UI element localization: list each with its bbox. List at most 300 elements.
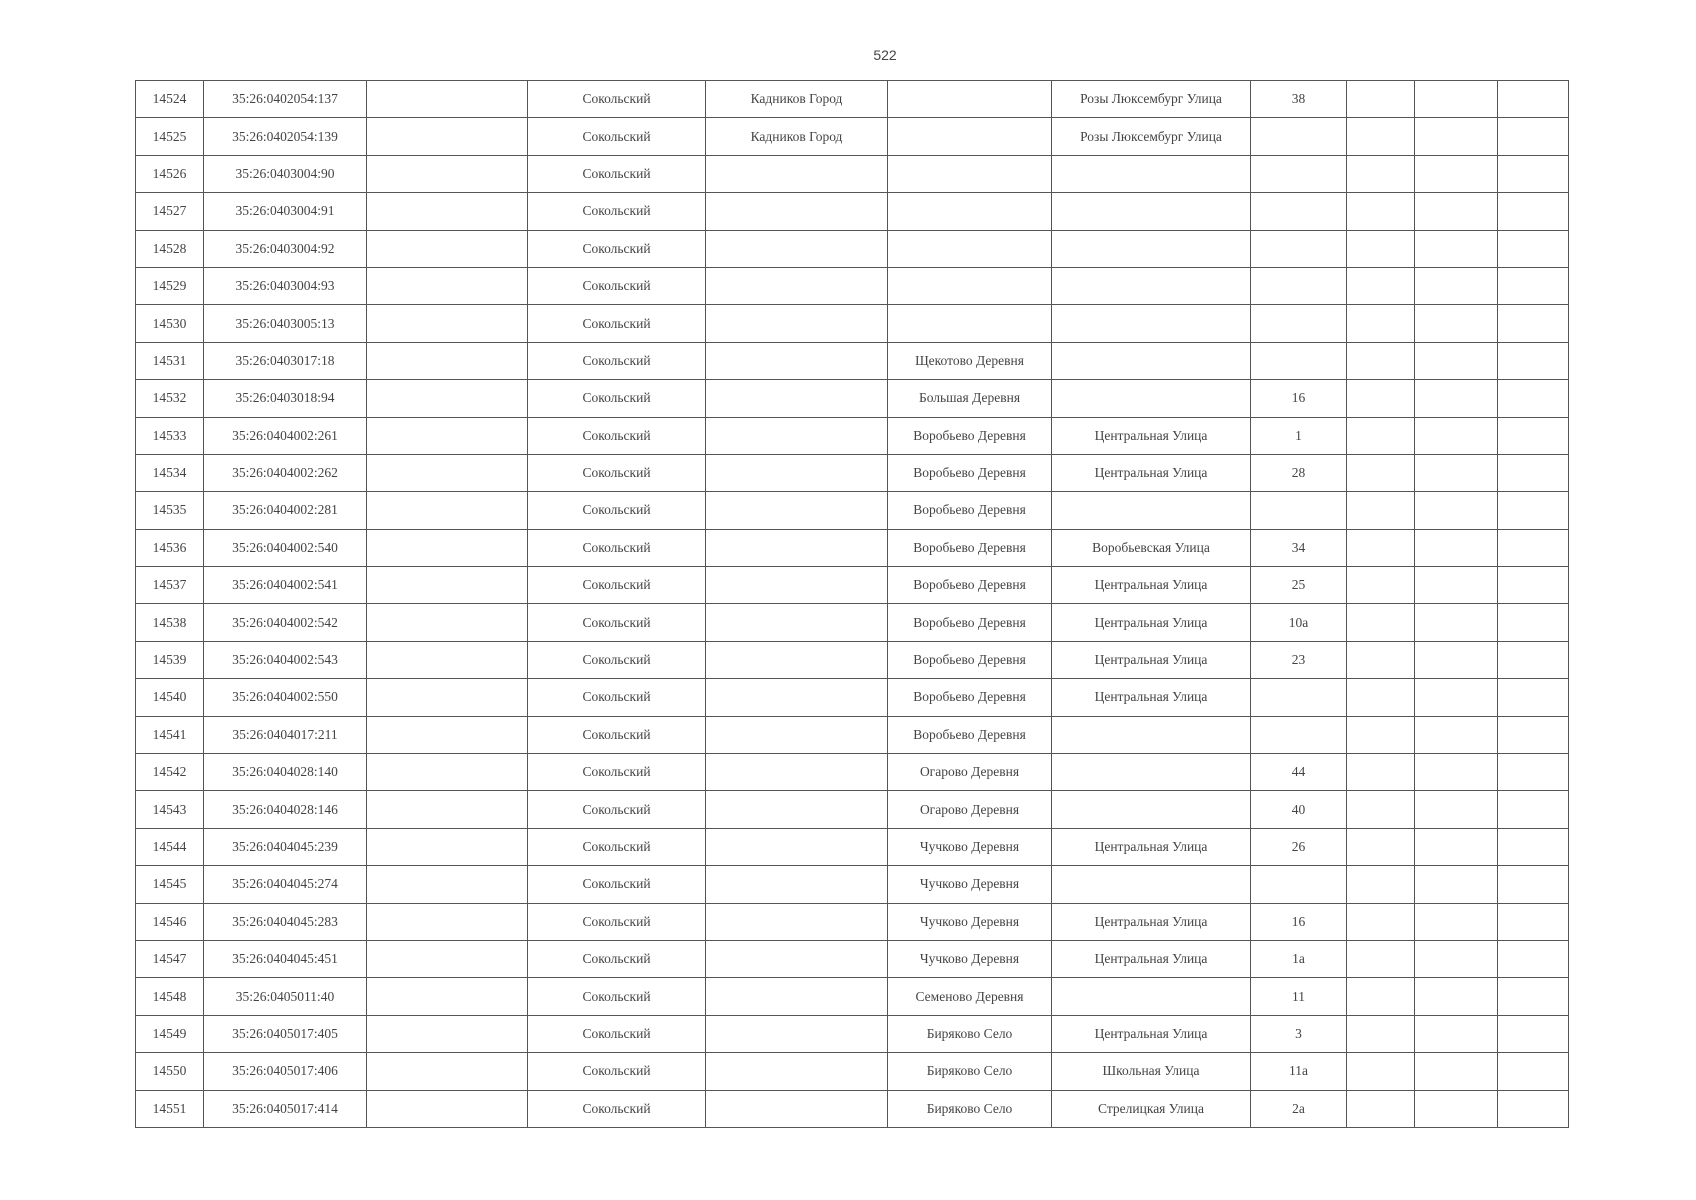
extra-cell-3	[1498, 604, 1569, 641]
row-number-cell: 14550	[136, 1053, 204, 1090]
cadastral-number-cell: 35:26:0404002:261	[204, 417, 367, 454]
extra-cell-1	[1347, 1090, 1415, 1127]
house-number-cell: 11	[1251, 978, 1347, 1015]
table-row	[136, 1090, 1569, 1127]
table-row	[136, 81, 1569, 118]
extra-cell-2	[1415, 828, 1498, 865]
cadastral-number-cell: 35:26:0405017:405	[204, 1015, 367, 1052]
table-row	[136, 118, 1569, 155]
row-number-cell: 14530	[136, 305, 204, 342]
table-row	[136, 978, 1569, 1015]
street-cell	[1052, 716, 1251, 753]
extra-cell-2	[1415, 529, 1498, 566]
blank-cell	[367, 1015, 528, 1052]
district-cell: Сокольский	[528, 791, 706, 828]
extra-cell-1	[1347, 118, 1415, 155]
extra-cell-3	[1498, 267, 1569, 304]
street-cell: Розы Люксембург Улица	[1052, 81, 1251, 118]
street-cell	[1052, 305, 1251, 342]
extra-cell-2	[1415, 903, 1498, 940]
district-cell: Сокольский	[528, 940, 706, 977]
extra-cell-1	[1347, 1053, 1415, 1090]
district-cell: Сокольский	[528, 679, 706, 716]
street-cell	[1052, 230, 1251, 267]
extra-cell-1	[1347, 716, 1415, 753]
row-number-cell: 14542	[136, 754, 204, 791]
street-cell: Центральная Улица	[1052, 454, 1251, 491]
extra-cell-3	[1498, 828, 1569, 865]
extra-cell-2	[1415, 492, 1498, 529]
settlement-cell: Воробьево Деревня	[888, 529, 1052, 566]
city-cell: Кадников Город	[706, 81, 888, 118]
extra-cell-2	[1415, 305, 1498, 342]
house-number-cell: 38	[1251, 81, 1347, 118]
house-number-cell	[1251, 230, 1347, 267]
table-row	[136, 230, 1569, 267]
table-row	[136, 193, 1569, 230]
cadastral-number-cell: 35:26:0405017:414	[204, 1090, 367, 1127]
city-cell	[706, 978, 888, 1015]
row-number-cell: 14536	[136, 529, 204, 566]
city-cell	[706, 380, 888, 417]
extra-cell-1	[1347, 567, 1415, 604]
extra-cell-3	[1498, 1090, 1569, 1127]
blank-cell	[367, 380, 528, 417]
street-cell: Центральная Улица	[1052, 940, 1251, 977]
table-row	[136, 567, 1569, 604]
street-cell: Центральная Улица	[1052, 417, 1251, 454]
extra-cell-3	[1498, 978, 1569, 1015]
district-cell: Сокольский	[528, 604, 706, 641]
street-cell	[1052, 380, 1251, 417]
extra-cell-1	[1347, 940, 1415, 977]
row-number-cell: 14535	[136, 492, 204, 529]
blank-cell	[367, 1090, 528, 1127]
city-cell	[706, 529, 888, 566]
cadastral-number-cell: 35:26:0404045:239	[204, 828, 367, 865]
city-cell	[706, 940, 888, 977]
settlement-cell: Воробьево Деревня	[888, 454, 1052, 491]
extra-cell-3	[1498, 1015, 1569, 1052]
house-number-cell	[1251, 267, 1347, 304]
settlement-cell: Щекотово Деревня	[888, 342, 1052, 379]
district-cell: Сокольский	[528, 454, 706, 491]
extra-cell-3	[1498, 342, 1569, 379]
house-number-cell	[1251, 193, 1347, 230]
settlement-cell	[888, 81, 1052, 118]
district-cell: Сокольский	[528, 1090, 706, 1127]
extra-cell-3	[1498, 567, 1569, 604]
cadastral-number-cell: 35:26:0404017:211	[204, 716, 367, 753]
blank-cell	[367, 230, 528, 267]
house-number-cell: 1	[1251, 417, 1347, 454]
district-cell: Сокольский	[528, 866, 706, 903]
settlement-cell: Воробьево Деревня	[888, 492, 1052, 529]
district-cell: Сокольский	[528, 155, 706, 192]
blank-cell	[367, 604, 528, 641]
district-cell: Сокольский	[528, 267, 706, 304]
extra-cell-1	[1347, 380, 1415, 417]
settlement-cell: Чучково Деревня	[888, 940, 1052, 977]
street-cell: Воробьевская Улица	[1052, 529, 1251, 566]
extra-cell-2	[1415, 81, 1498, 118]
cadastral-number-cell: 35:26:0404002:262	[204, 454, 367, 491]
extra-cell-1	[1347, 81, 1415, 118]
blank-cell	[367, 417, 528, 454]
district-cell: Сокольский	[528, 380, 706, 417]
cadastral-number-cell: 35:26:0404045:451	[204, 940, 367, 977]
house-number-cell: 16	[1251, 380, 1347, 417]
district-cell: Сокольский	[528, 342, 706, 379]
extra-cell-3	[1498, 754, 1569, 791]
cadastral-number-cell: 35:26:0404002:543	[204, 641, 367, 678]
blank-cell	[367, 641, 528, 678]
settlement-cell: Воробьево Деревня	[888, 567, 1052, 604]
cadastral-number-cell: 35:26:0403018:94	[204, 380, 367, 417]
row-number-cell: 14543	[136, 791, 204, 828]
district-cell: Сокольский	[528, 492, 706, 529]
extra-cell-2	[1415, 978, 1498, 1015]
house-number-cell: 26	[1251, 828, 1347, 865]
row-number-cell: 14527	[136, 193, 204, 230]
registry-table	[135, 80, 1569, 1128]
row-number-cell: 14541	[136, 716, 204, 753]
blank-cell	[367, 81, 528, 118]
house-number-cell: 23	[1251, 641, 1347, 678]
blank-cell	[367, 492, 528, 529]
district-cell: Сокольский	[528, 567, 706, 604]
street-cell: Центральная Улица	[1052, 567, 1251, 604]
row-number-cell: 14548	[136, 978, 204, 1015]
house-number-cell	[1251, 342, 1347, 379]
settlement-cell	[888, 118, 1052, 155]
table-row	[136, 679, 1569, 716]
city-cell	[706, 567, 888, 604]
street-cell: Центральная Улица	[1052, 604, 1251, 641]
house-number-cell	[1251, 866, 1347, 903]
row-number-cell: 14549	[136, 1015, 204, 1052]
blank-cell	[367, 155, 528, 192]
cadastral-number-cell: 35:26:0404002:540	[204, 529, 367, 566]
extra-cell-1	[1347, 454, 1415, 491]
extra-cell-1	[1347, 492, 1415, 529]
blank-cell	[367, 716, 528, 753]
blank-cell	[367, 529, 528, 566]
district-cell: Сокольский	[528, 978, 706, 1015]
extra-cell-1	[1347, 604, 1415, 641]
house-number-cell	[1251, 492, 1347, 529]
extra-cell-2	[1415, 193, 1498, 230]
blank-cell	[367, 978, 528, 1015]
cadastral-number-cell: 35:26:0402054:139	[204, 118, 367, 155]
street-cell	[1052, 342, 1251, 379]
house-number-cell: 44	[1251, 754, 1347, 791]
extra-cell-3	[1498, 940, 1569, 977]
settlement-cell	[888, 267, 1052, 304]
blank-cell	[367, 828, 528, 865]
row-number-cell: 14534	[136, 454, 204, 491]
blank-cell	[367, 267, 528, 304]
street-cell: Центральная Улица	[1052, 828, 1251, 865]
district-cell: Сокольский	[528, 1015, 706, 1052]
city-cell	[706, 342, 888, 379]
table-row	[136, 940, 1569, 977]
city-cell	[706, 604, 888, 641]
table-row	[136, 529, 1569, 566]
table-row	[136, 305, 1569, 342]
row-number-cell: 14540	[136, 679, 204, 716]
street-cell	[1052, 978, 1251, 1015]
table-row	[136, 754, 1569, 791]
city-cell	[706, 716, 888, 753]
extra-cell-2	[1415, 641, 1498, 678]
city-cell	[706, 305, 888, 342]
street-cell: Центральная Улица	[1052, 679, 1251, 716]
street-cell	[1052, 754, 1251, 791]
table-row	[136, 155, 1569, 192]
row-number-cell: 14524	[136, 81, 204, 118]
page-number: 522	[873, 47, 897, 63]
street-cell	[1052, 155, 1251, 192]
settlement-cell: Биряково Село	[888, 1053, 1052, 1090]
blank-cell	[367, 754, 528, 791]
street-cell	[1052, 866, 1251, 903]
district-cell: Сокольский	[528, 417, 706, 454]
extra-cell-3	[1498, 417, 1569, 454]
street-cell	[1052, 193, 1251, 230]
row-number-cell: 14544	[136, 828, 204, 865]
city-cell	[706, 828, 888, 865]
settlement-cell: Биряково Село	[888, 1015, 1052, 1052]
table-row	[136, 342, 1569, 379]
cadastral-number-cell: 35:26:0405017:406	[204, 1053, 367, 1090]
district-cell: Сокольский	[528, 641, 706, 678]
blank-cell	[367, 791, 528, 828]
settlement-cell: Воробьево Деревня	[888, 604, 1052, 641]
street-cell	[1052, 492, 1251, 529]
extra-cell-3	[1498, 380, 1569, 417]
table-row	[136, 417, 1569, 454]
table-row	[136, 492, 1569, 529]
district-cell: Сокольский	[528, 529, 706, 566]
extra-cell-2	[1415, 1090, 1498, 1127]
settlement-cell: Огарово Деревня	[888, 754, 1052, 791]
cadastral-number-cell: 35:26:0403017:18	[204, 342, 367, 379]
extra-cell-2	[1415, 866, 1498, 903]
extra-cell-3	[1498, 791, 1569, 828]
city-cell	[706, 1015, 888, 1052]
blank-cell	[367, 940, 528, 977]
cadastral-number-cell: 35:26:0403004:92	[204, 230, 367, 267]
table-row	[136, 828, 1569, 865]
district-cell: Сокольский	[528, 828, 706, 865]
settlement-cell: Чучково Деревня	[888, 828, 1052, 865]
row-number-cell: 14532	[136, 380, 204, 417]
extra-cell-2	[1415, 1053, 1498, 1090]
house-number-cell: 10а	[1251, 604, 1347, 641]
extra-cell-2	[1415, 604, 1498, 641]
house-number-cell	[1251, 305, 1347, 342]
extra-cell-2	[1415, 1015, 1498, 1052]
row-number-cell: 14546	[136, 903, 204, 940]
settlement-cell: Большая Деревня	[888, 380, 1052, 417]
table-row	[136, 641, 1569, 678]
blank-cell	[367, 866, 528, 903]
house-number-cell	[1251, 679, 1347, 716]
settlement-cell: Воробьево Деревня	[888, 716, 1052, 753]
district-cell: Сокольский	[528, 716, 706, 753]
extra-cell-1	[1347, 791, 1415, 828]
row-number-cell: 14537	[136, 567, 204, 604]
city-cell	[706, 454, 888, 491]
house-number-cell: 3	[1251, 1015, 1347, 1052]
settlement-cell: Биряково Село	[888, 1090, 1052, 1127]
house-number-cell: 34	[1251, 529, 1347, 566]
extra-cell-3	[1498, 1053, 1569, 1090]
row-number-cell: 14525	[136, 118, 204, 155]
row-number-cell: 14529	[136, 267, 204, 304]
extra-cell-3	[1498, 679, 1569, 716]
extra-cell-3	[1498, 118, 1569, 155]
extra-cell-3	[1498, 529, 1569, 566]
street-cell: Центральная Улица	[1052, 903, 1251, 940]
extra-cell-1	[1347, 417, 1415, 454]
table-row	[136, 267, 1569, 304]
city-cell	[706, 155, 888, 192]
extra-cell-1	[1347, 155, 1415, 192]
extra-cell-2	[1415, 716, 1498, 753]
house-number-cell: 16	[1251, 903, 1347, 940]
house-number-cell: 25	[1251, 567, 1347, 604]
table-row	[136, 1053, 1569, 1090]
row-number-cell: 14538	[136, 604, 204, 641]
district-cell: Сокольский	[528, 1053, 706, 1090]
house-number-cell: 28	[1251, 454, 1347, 491]
cadastral-number-cell: 35:26:0404002:550	[204, 679, 367, 716]
extra-cell-3	[1498, 230, 1569, 267]
street-cell: Центральная Улица	[1052, 1015, 1251, 1052]
extra-cell-2	[1415, 567, 1498, 604]
city-cell	[706, 1090, 888, 1127]
cadastral-number-cell: 35:26:0403005:13	[204, 305, 367, 342]
extra-cell-3	[1498, 155, 1569, 192]
cadastral-number-cell: 35:26:0404028:140	[204, 754, 367, 791]
city-cell	[706, 267, 888, 304]
extra-cell-1	[1347, 193, 1415, 230]
house-number-cell: 1а	[1251, 940, 1347, 977]
settlement-cell: Чучково Деревня	[888, 903, 1052, 940]
extra-cell-3	[1498, 81, 1569, 118]
city-cell	[706, 1053, 888, 1090]
settlement-cell: Семеново Деревня	[888, 978, 1052, 1015]
settlement-cell: Огарово Деревня	[888, 791, 1052, 828]
extra-cell-3	[1498, 903, 1569, 940]
settlement-cell: Воробьево Деревня	[888, 679, 1052, 716]
settlement-cell: Чучково Деревня	[888, 866, 1052, 903]
extra-cell-1	[1347, 230, 1415, 267]
extra-cell-3	[1498, 454, 1569, 491]
city-cell	[706, 791, 888, 828]
house-number-cell: 11а	[1251, 1053, 1347, 1090]
city-cell: Кадников Город	[706, 118, 888, 155]
extra-cell-1	[1347, 866, 1415, 903]
house-number-cell	[1251, 118, 1347, 155]
row-number-cell: 14531	[136, 342, 204, 379]
city-cell	[706, 679, 888, 716]
city-cell	[706, 193, 888, 230]
extra-cell-2	[1415, 940, 1498, 977]
extra-cell-3	[1498, 866, 1569, 903]
extra-cell-2	[1415, 380, 1498, 417]
blank-cell	[367, 305, 528, 342]
row-number-cell: 14539	[136, 641, 204, 678]
extra-cell-2	[1415, 454, 1498, 491]
table-row	[136, 716, 1569, 753]
extra-cell-2	[1415, 417, 1498, 454]
extra-cell-1	[1347, 267, 1415, 304]
extra-cell-1	[1347, 529, 1415, 566]
extra-cell-1	[1347, 754, 1415, 791]
settlement-cell	[888, 230, 1052, 267]
extra-cell-1	[1347, 342, 1415, 379]
house-number-cell: 40	[1251, 791, 1347, 828]
extra-cell-2	[1415, 267, 1498, 304]
cadastral-number-cell: 35:26:0404002:541	[204, 567, 367, 604]
row-number-cell: 14526	[136, 155, 204, 192]
extra-cell-2	[1415, 342, 1498, 379]
table-row	[136, 604, 1569, 641]
row-number-cell: 14533	[136, 417, 204, 454]
row-number-cell: 14545	[136, 866, 204, 903]
extra-cell-3	[1498, 641, 1569, 678]
city-cell	[706, 903, 888, 940]
district-cell: Сокольский	[528, 193, 706, 230]
city-cell	[706, 641, 888, 678]
blank-cell	[367, 567, 528, 604]
blank-cell	[367, 118, 528, 155]
city-cell	[706, 417, 888, 454]
extra-cell-2	[1415, 754, 1498, 791]
table-row	[136, 866, 1569, 903]
extra-cell-1	[1347, 679, 1415, 716]
row-number-cell: 14528	[136, 230, 204, 267]
street-cell: Центральная Улица	[1052, 641, 1251, 678]
extra-cell-1	[1347, 641, 1415, 678]
blank-cell	[367, 454, 528, 491]
extra-cell-1	[1347, 903, 1415, 940]
extra-cell-2	[1415, 791, 1498, 828]
cadastral-number-cell: 35:26:0403004:91	[204, 193, 367, 230]
settlement-cell	[888, 193, 1052, 230]
extra-cell-1	[1347, 1015, 1415, 1052]
district-cell: Сокольский	[528, 903, 706, 940]
cadastral-number-cell: 35:26:0404028:146	[204, 791, 367, 828]
table-row	[136, 454, 1569, 491]
street-cell: Стрелицкая Улица	[1052, 1090, 1251, 1127]
extra-cell-3	[1498, 305, 1569, 342]
street-cell	[1052, 791, 1251, 828]
district-cell: Сокольский	[528, 81, 706, 118]
street-cell: Школьная Улица	[1052, 1053, 1251, 1090]
city-cell	[706, 492, 888, 529]
table-row	[136, 903, 1569, 940]
district-cell: Сокольский	[528, 230, 706, 267]
cadastral-number-cell: 35:26:0403004:90	[204, 155, 367, 192]
table-row	[136, 791, 1569, 828]
cadastral-number-cell: 35:26:0404045:283	[204, 903, 367, 940]
cadastral-number-cell: 35:26:0404045:274	[204, 866, 367, 903]
cadastral-number-cell: 35:26:0403004:93	[204, 267, 367, 304]
